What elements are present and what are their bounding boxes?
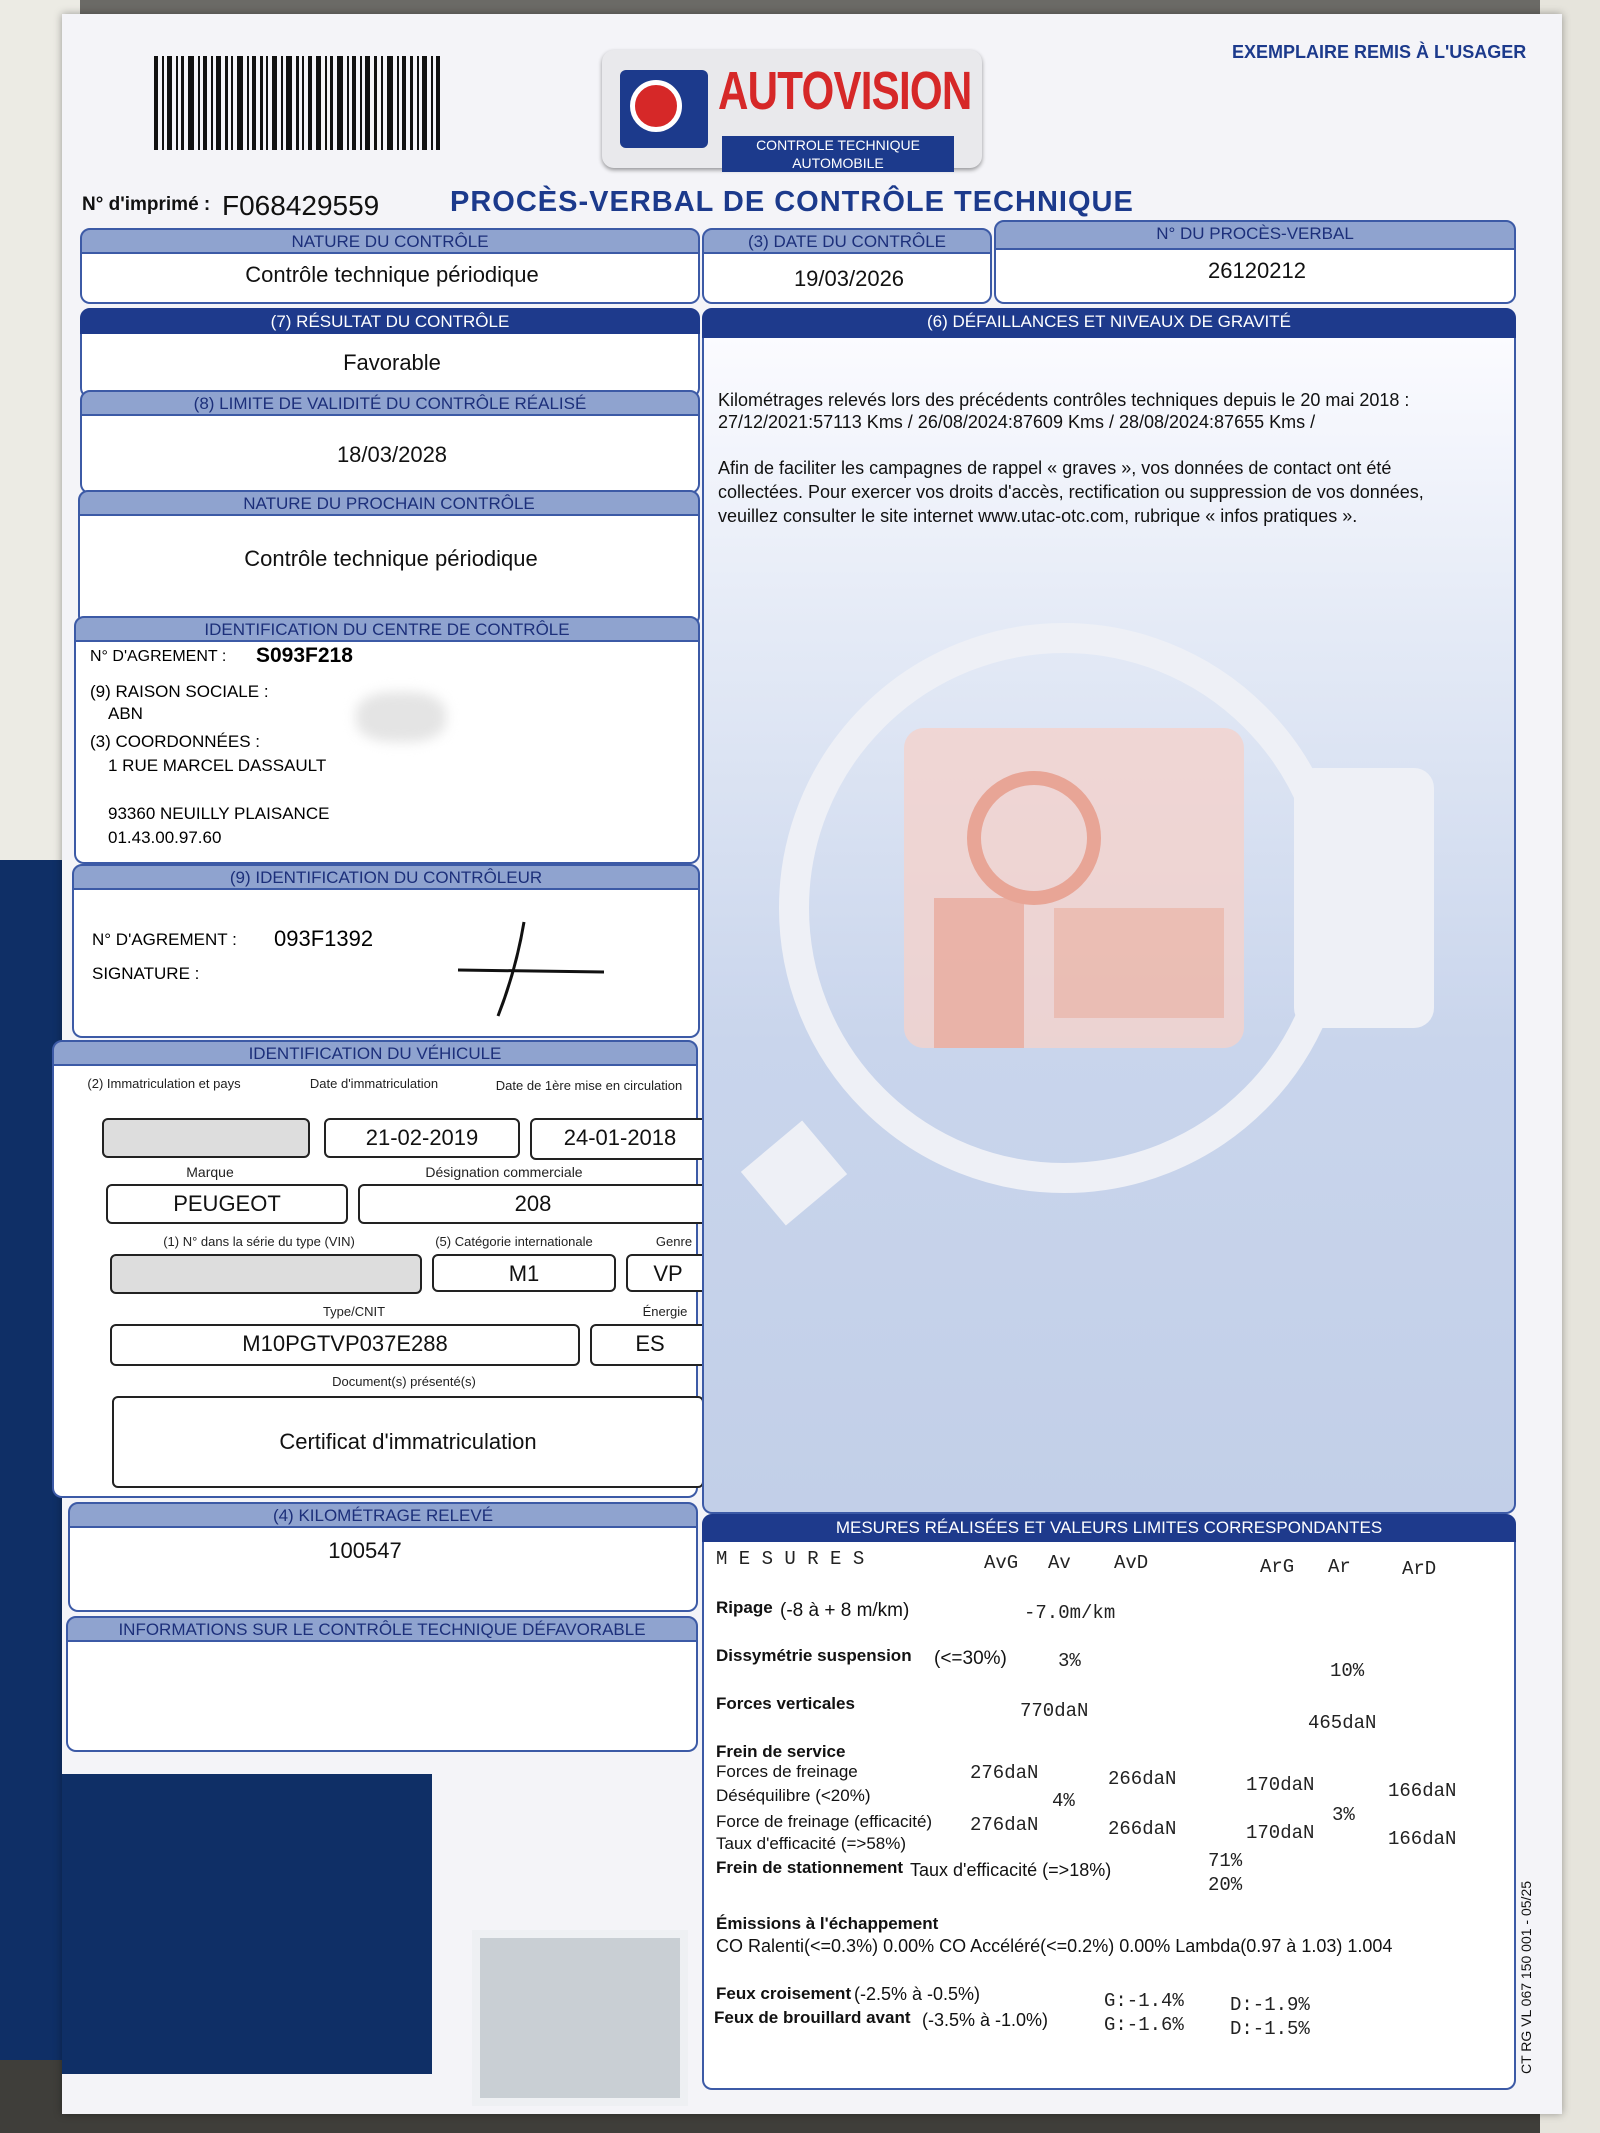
- vehicle-box: [52, 1066, 698, 1498]
- unfavorable-box: [66, 1642, 698, 1752]
- centre-agrement: S093F218: [256, 644, 353, 667]
- pv-number-header: N° DU PROCÈS-VERBAL: [994, 220, 1516, 250]
- stamp-smudge: [356, 692, 446, 742]
- cat-field: M1: [432, 1254, 616, 1292]
- genre-label: Genre: [655, 1234, 693, 1249]
- mileage-value: 100547: [328, 1538, 402, 1563]
- centre-phone: 01.43.00.97.60: [108, 828, 222, 847]
- feux-crois-g: G:-1.4%: [1104, 1990, 1184, 2012]
- col-ard: ArD: [1402, 1558, 1437, 1580]
- date-value: 19/03/2026: [793, 266, 905, 291]
- stationnement-label: Frein de stationnement: [716, 1858, 904, 1877]
- feux-brouill-limit: (-3.5% à -1.0%): [922, 2010, 1049, 2030]
- next-control-box: [78, 516, 700, 626]
- date-box: [702, 254, 992, 304]
- col-avd: AvD: [1114, 1552, 1149, 1574]
- validity-value: 18/03/2028: [336, 442, 448, 467]
- feux-brouill-g: G:-1.6%: [1104, 2014, 1184, 2036]
- feux-crois-d: D:-1.9%: [1230, 1994, 1310, 2016]
- taux-val: 71%: [1208, 1850, 1243, 1872]
- result-value: Favorable: [343, 350, 441, 375]
- vin-label: (1) N° dans la série du type (VIN): [163, 1234, 355, 1249]
- taux-label: Taux d'efficacité (=>58%): [716, 1834, 907, 1853]
- measures-title: M E S U R E S: [716, 1548, 865, 1570]
- validity-box: [80, 416, 700, 494]
- nature-box: [80, 254, 700, 304]
- result-header: (7) RÉSULTAT DU CONTRÔLE: [80, 308, 700, 334]
- forces-av: 770daN: [1020, 1700, 1089, 1722]
- centre-agrement-label: N° D'AGREMENT :: [90, 648, 227, 665]
- measures-box: [702, 1542, 1516, 2090]
- feux-crois-limit: (-2.5% à -0.5%): [854, 1984, 981, 2004]
- first-date-label: Date de 1ère mise en circulation: [495, 1078, 683, 1093]
- docs-label: Document(s) présenté(s): [332, 1374, 476, 1389]
- vehicle-header: IDENTIFICATION DU VÉHICULE: [52, 1040, 698, 1066]
- date-immat-label: Date d'immatriculation: [309, 1076, 439, 1091]
- defects-line1: Kilométrages relevés lors des précédents contrôles techniques depuis le 20 mai 2018 :: [718, 390, 1410, 410]
- controller-agrement-label: N° D'AGREMENT :: [92, 930, 237, 949]
- emissions-label: Émissions à l'échappement: [716, 1914, 939, 1933]
- mileage-box: [68, 1528, 698, 1612]
- controller-header: (9) IDENTIFICATION DU CONTRÔLEUR: [72, 864, 700, 890]
- pv-number-box: [994, 250, 1516, 304]
- nature-header: NATURE DU CONTRÔLE: [80, 228, 700, 254]
- designation-field: 208: [358, 1184, 708, 1224]
- side-reference: CT RG VL 067 150 001 - 05/25: [1518, 1880, 1534, 2074]
- logo-name: AUTOVISION: [718, 61, 972, 121]
- centre-address1: 1 RUE MARCEL DASSAULT: [108, 756, 327, 775]
- fe-label: Force de freinage (efficacité): [716, 1812, 933, 1831]
- feux-brouill-d: D:-1.5%: [1230, 2018, 1310, 2040]
- designation-label: Désignation commerciale: [425, 1164, 583, 1180]
- forces-freinage-label: Forces de freinage: [716, 1762, 858, 1781]
- forces-label: Forces verticales: [716, 1694, 855, 1713]
- fe-arg: 170daN: [1246, 1822, 1315, 1844]
- backing-cutout: [62, 1774, 432, 2074]
- result-box: [80, 334, 700, 398]
- defects-panel: [702, 338, 1516, 1514]
- mileage-header: (4) KILOMÉTRAGE RELEVÉ: [68, 1502, 698, 1528]
- centre-raison: ABN: [108, 704, 143, 723]
- brand-field: PEUGEOT: [106, 1184, 348, 1224]
- emissions-line: CO Ralenti(<=0.3%) 0.00% CO Accéléré(<=0.2%) 0.00% Lambda(0.97 à 1.03) 1.004: [716, 1936, 1393, 1956]
- centre-coord-label: (3) COORDONNÉES :: [90, 732, 261, 751]
- feux-crois-label: Feux croisement: [716, 1984, 852, 2003]
- energy-field: ES: [590, 1324, 710, 1366]
- measures-header: MESURES RÉALISÉES ET VALEURS LIMITES CORRESPONDANTES: [702, 1514, 1516, 1542]
- unfavorable-header: INFORMATIONS SUR LE CONTRÔLE TECHNIQUE DÉFAVORABLE: [66, 1616, 698, 1642]
- date-immat-field: 21-02-2019: [324, 1118, 520, 1158]
- sticker-window: [472, 1930, 688, 2106]
- immat-label: (2) Immatriculation et pays: [87, 1076, 241, 1091]
- ff-ard: 166daN: [1388, 1780, 1457, 1802]
- dissym-av: 3%: [1058, 1650, 1081, 1672]
- ripage-limit: (-8 à + 8 m/km): [780, 1600, 910, 1621]
- ff-avd: 266daN: [1108, 1768, 1177, 1790]
- next-control-header: NATURE DU PROCHAIN CONTRÔLE: [78, 490, 700, 516]
- date-header: (3) DATE DU CONTRÔLE: [702, 228, 992, 254]
- fe-avd: 266daN: [1108, 1818, 1177, 1840]
- type-field: M10PGTVP037E288: [110, 1324, 580, 1366]
- centre-raison-label: (9) RAISON SOCIALE :: [90, 682, 269, 701]
- copy-label: EXEMPLAIRE REMIS À L'USAGER: [1232, 42, 1527, 62]
- deseq-label: Déséquilibre (<20%): [716, 1786, 871, 1805]
- centre-address2: 93360 NEUILLY PLAISANCE: [108, 804, 330, 823]
- nature-value: Contrôle technique périodique: [245, 262, 539, 287]
- logo-car-icon: [620, 70, 708, 148]
- col-ar: Ar: [1328, 1556, 1351, 1578]
- feux-brouill-label: Feux de brouillard avant: [714, 2008, 911, 2027]
- printed-number-label: N° d'imprimé :: [82, 194, 211, 215]
- defects-line3: Afin de faciliter les campagnes de rappel « graves », vos données de contact ont été: [718, 458, 1392, 478]
- first-date-field: 24-01-2018: [530, 1118, 710, 1160]
- validity-header: (8) LIMITE DE VALIDITÉ DU CONTRÔLE RÉALISÉ: [80, 390, 700, 416]
- energy-label: Énergie: [642, 1304, 688, 1319]
- controller-box: [72, 890, 700, 1038]
- barcode-icon: [154, 56, 454, 150]
- stationnement-taux: Taux d'efficacité (=>18%): [910, 1860, 1112, 1880]
- genre-field: VP: [626, 1254, 710, 1292]
- report-sheet: [62, 14, 1562, 2114]
- forces-ar: 465daN: [1308, 1712, 1377, 1734]
- printed-number: F068429559: [222, 190, 380, 221]
- type-label: Type/CNIT: [322, 1304, 386, 1319]
- defects-header: (6) DÉFAILLANCES ET NIVEAUX DE GRAVITÉ: [702, 308, 1516, 338]
- vin-field: [110, 1254, 422, 1294]
- controller-agrement: 093F1392: [274, 926, 374, 951]
- ripage-label: Ripage: [716, 1598, 773, 1617]
- signature-icon: [454, 920, 614, 1020]
- cat-label: (5) Catégorie internationale: [435, 1234, 593, 1249]
- next-control-value: Contrôle technique périodique: [244, 546, 538, 571]
- stationnement-val: 20%: [1208, 1874, 1243, 1896]
- ripage-av: -7.0m/km: [1024, 1602, 1116, 1624]
- col-arg: ArG: [1260, 1556, 1295, 1578]
- defects-line5: veuillez consulter le site internet www.utac-otc.com, rubrique « infos pratiques ».: [718, 506, 1358, 526]
- frein-service-label: Frein de service: [716, 1742, 846, 1761]
- pv-number-value: 26120212: [1208, 258, 1306, 283]
- defects-line2: 27/12/2021:57113 Kms / 26/08/2024:87609 Kms / 28/08/2024:87655 Kms /: [718, 412, 1316, 432]
- centre-box: [74, 642, 700, 864]
- defects-line4: collectées. Pour exercer vos droits d'accès, rectification ou suppression de vos données,: [718, 482, 1424, 502]
- deseq-av: 4%: [1052, 1790, 1075, 1812]
- logo-tagline: CONTROLE TECHNIQUE AUTOMOBILE: [722, 136, 954, 172]
- centre-header: IDENTIFICATION DU CENTRE DE CONTRÔLE: [74, 616, 700, 642]
- signature-label: SIGNATURE :: [92, 964, 200, 983]
- ff-avg: 276daN: [970, 1762, 1039, 1784]
- brand-label: Marque: [186, 1164, 234, 1180]
- dissym-ar: 10%: [1330, 1660, 1365, 1682]
- logo: [602, 50, 982, 171]
- col-av: Av: [1048, 1552, 1071, 1574]
- watermark-magnifier-icon: [734, 608, 1494, 1248]
- report-title: PROCÈS-VERBAL DE CONTRÔLE TECHNIQUE: [450, 186, 1134, 218]
- docs-field: Certificat d'immatriculation: [112, 1396, 704, 1488]
- dissym-limit: (<=30%): [934, 1648, 1007, 1669]
- dissym-label: Dissymétrie suspension: [716, 1646, 912, 1665]
- immat-field: [102, 1118, 310, 1158]
- col-avg: AvG: [984, 1552, 1019, 1574]
- fe-avg: 276daN: [970, 1814, 1039, 1836]
- fe-ard: 166daN: [1388, 1828, 1457, 1850]
- ff-arg: 170daN: [1246, 1774, 1315, 1796]
- deseq-ar: 3%: [1332, 1804, 1355, 1826]
